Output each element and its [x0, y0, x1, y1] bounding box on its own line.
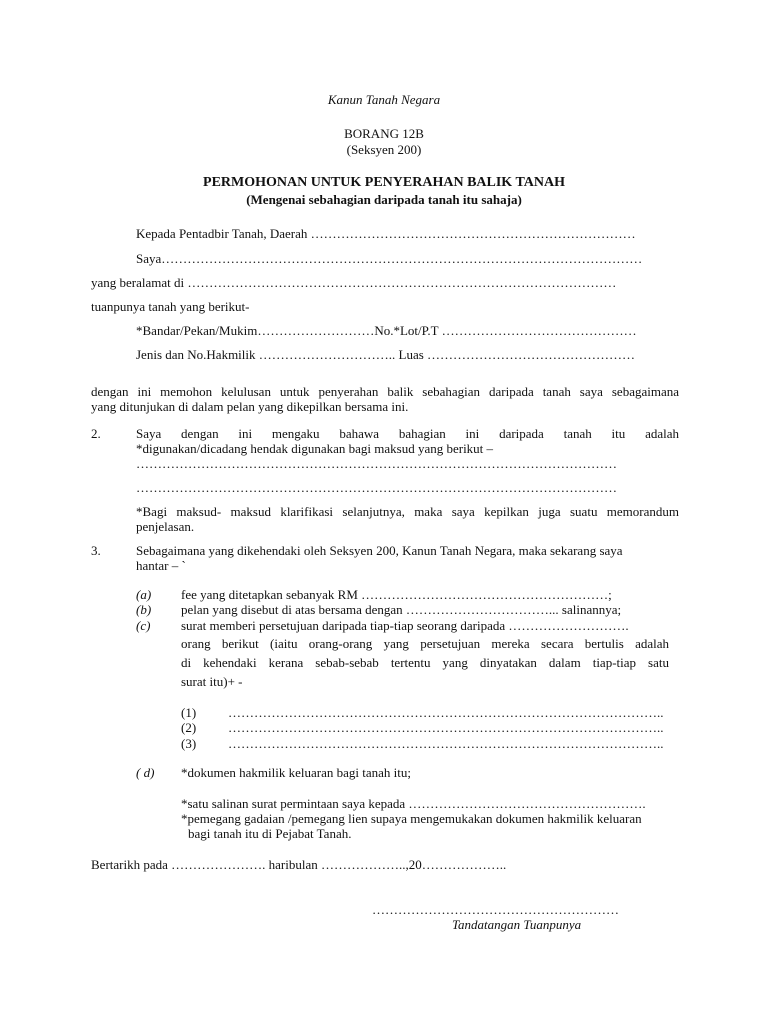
- holder-line-1: *pemegang gadaian /pemegang lien supaya mengemukakan dokumen hakmilik keluaran: [181, 811, 642, 826]
- section-reference: (Seksyen 200): [346, 142, 422, 157]
- address-line: yang beralamat di ………………………………………………………………………………………: [91, 275, 617, 290]
- form-title: PERMOHONAN UNTUK PENYERAHAN BALIK TANAH: [203, 175, 565, 190]
- signature-dotted-line: …………………………………………………: [372, 902, 619, 917]
- purpose-dotted-line-2: …………………………………………………………………………………………………: [136, 480, 617, 495]
- applicant-name-line: Saya…………………………………………………………………………………………………: [136, 251, 643, 266]
- form-subtitle: (Mengenai sebahagian daripada tanah itu sahaja): [246, 192, 522, 207]
- item-c-label: (c): [136, 618, 151, 633]
- item-c-text: surat memberi persetujuan daripada tiap-tiap seorang daripada ……………………….: [181, 618, 629, 633]
- item-d-label: ( d): [136, 765, 155, 780]
- location-line: *Bandar/Pekan/Mukim………………………No.*Lot/P.T ………………………………………: [136, 323, 637, 338]
- holder-line-2: bagi tanah itu di Pejabat Tanah.: [188, 826, 352, 841]
- item-d-text: *dokumen hakmilik keluaran bagi tanah itu;: [181, 765, 411, 780]
- act-name: Kanun Tanah Negara: [327, 92, 441, 107]
- memorandum-note-line-1: *Bagi maksud- maksud klarifikasi selanjutnya, maka saya kepilkan juga suatu memorandum: [136, 504, 679, 519]
- memorandum-note-line-2: penjelasan.: [136, 519, 195, 534]
- form-number: BORANG 12B: [344, 126, 424, 141]
- person-2-dotted-line: ………………………………………………………………………………………..: [228, 720, 664, 735]
- person-1-dotted-line: ………………………………………………………………………………………..: [228, 705, 664, 720]
- item-a-label: (a): [136, 587, 152, 602]
- title-number-line: Jenis dan No.Hakmilik ………………………….. Luas …………………………………………: [136, 347, 636, 362]
- paragraph-2-line-2: *digunakan/dicadang hendak digunakan bagi maksud yang berikut –: [136, 441, 494, 456]
- person-1-number: (1): [181, 705, 197, 720]
- paragraph-2-number: 2.: [91, 426, 101, 441]
- application-text-line-1: dengan ini memohon kelulusan untuk penyerahan balik sebahagian daripada tanah saya sebagaimana: [91, 384, 679, 399]
- item-b-text: pelan yang disebut di atas bersama dengan ……………………………... salinannya;: [181, 602, 622, 617]
- date-line: Bertarikh pada …………………. haribulan ………………..,20………………..: [91, 857, 507, 872]
- paragraph-3-number: 3.: [91, 543, 101, 558]
- item-b-label: (b): [136, 602, 152, 617]
- paragraph-3-line-1: Sebagaimana yang dikehendaki oleh Seksyen 200, Kanun Tanah Negara, maka sekarang saya: [136, 543, 623, 558]
- person-3-dotted-line: ………………………………………………………………………………………..: [228, 736, 664, 751]
- item-c-continuation-3: surat itu)+ -: [181, 674, 243, 689]
- person-3-number: (3): [181, 736, 197, 751]
- signature-label: Tandatangan Tuanpunya: [452, 917, 582, 932]
- letter-copy-line: *satu salinan surat permintaan saya kepada ……………………………………………….: [181, 796, 646, 811]
- person-2-number: (2): [181, 720, 197, 735]
- application-text-line-2: yang ditunjukan di dalam pelan yang dikepilkan bersama ini.: [91, 399, 409, 414]
- item-a-text: fee yang ditetapkan sebanyak RM …………………………………………………;: [181, 587, 612, 602]
- item-c-continuation-2: di kehendaki kerana sebab-sebab tertentu yang dinyatakan dalam tiap-tiap satu: [181, 655, 669, 670]
- paragraph-2-line-1: Saya dengan ini mengaku bahawa bahagian ini daripada tanah itu adalah: [136, 426, 679, 441]
- paragraph-3-line-2: hantar – `: [136, 558, 186, 573]
- owner-line: tuanpunya tanah yang berikut-: [91, 299, 250, 314]
- item-c-continuation-1: orang berikut (iaitu orang-orang yang persetujuan mereka secara bertulis adalah: [181, 636, 669, 651]
- addressee-line: Kepada Pentadbir Tanah, Daerah …………………………………………………………………: [136, 226, 636, 241]
- purpose-dotted-line-1: …………………………………………………………………………………………………: [136, 456, 617, 471]
